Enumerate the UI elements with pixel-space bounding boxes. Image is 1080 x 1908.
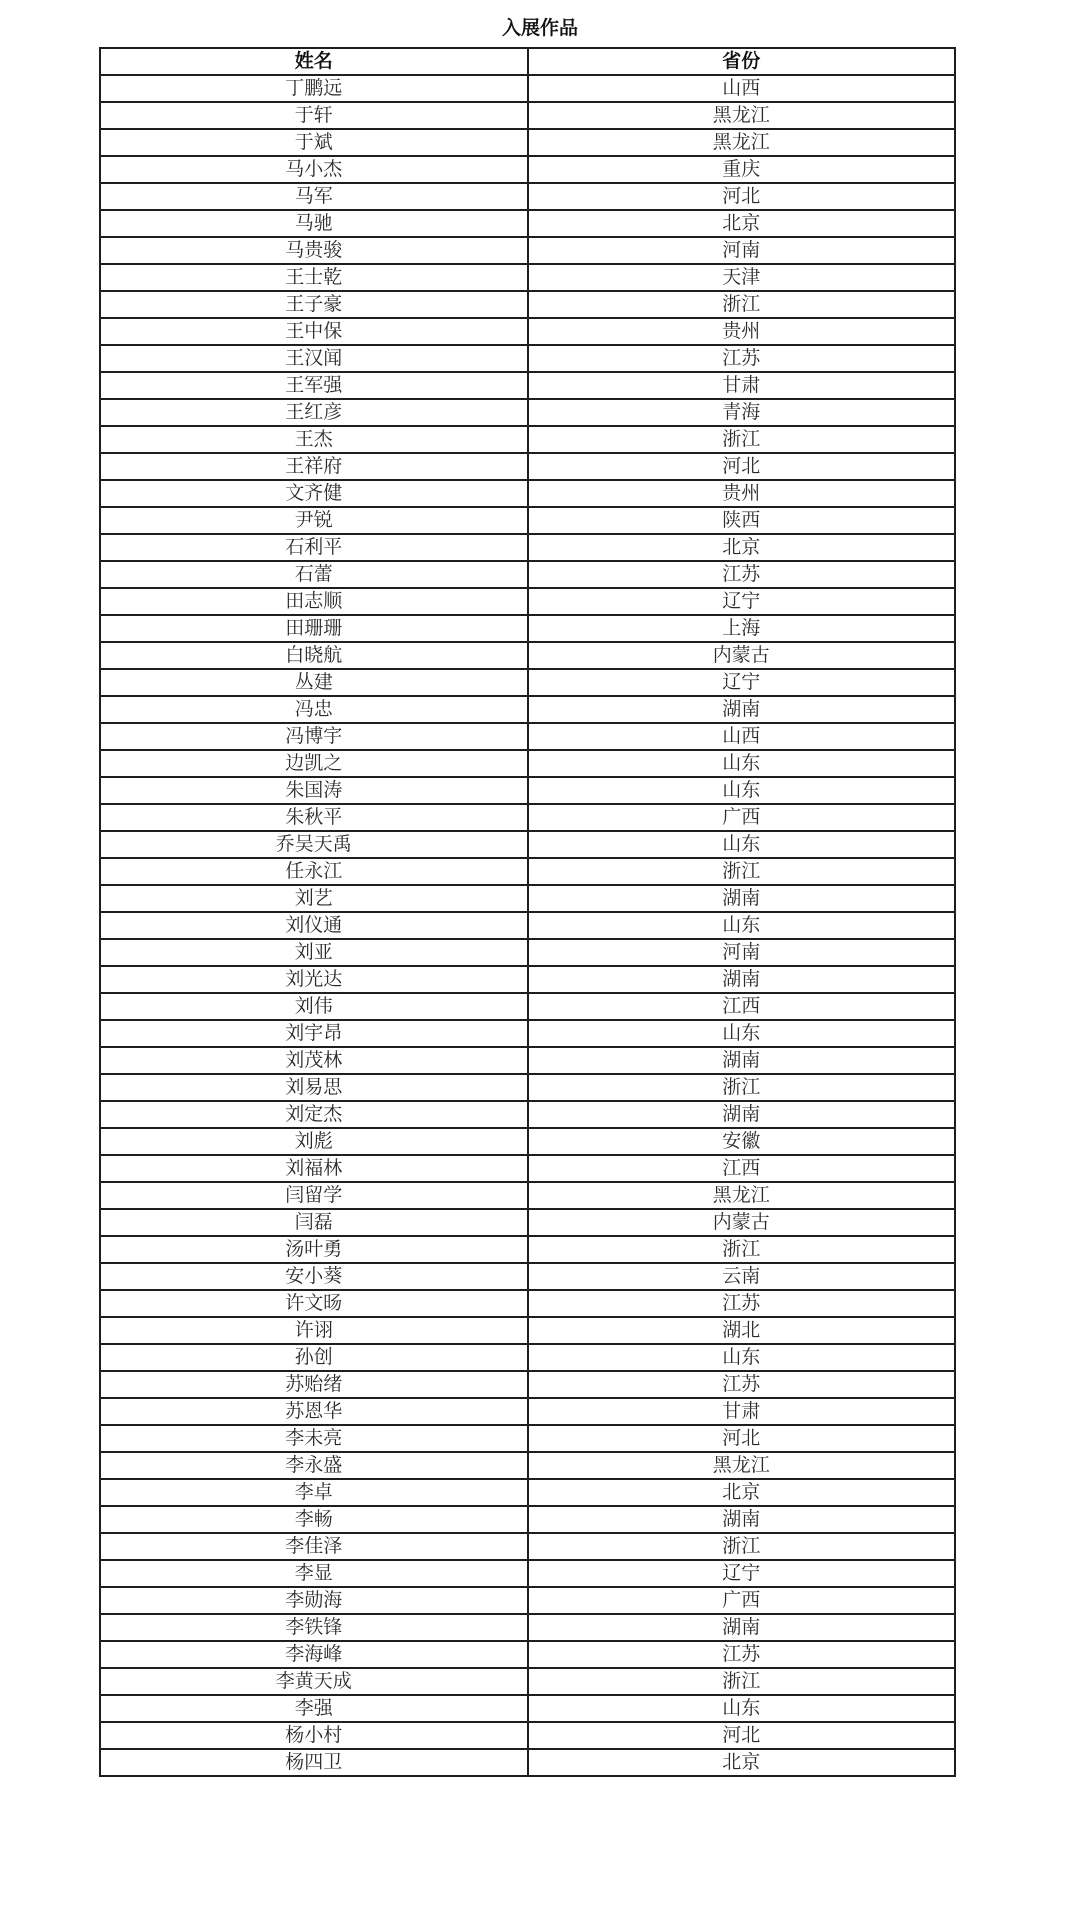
name-cell: 马军: [100, 183, 528, 210]
table-row: [100, 615, 955, 642]
name-cell: 许诩: [100, 1317, 528, 1344]
name-cell: 冯博宇: [100, 723, 528, 750]
province-cell: 山东: [528, 1695, 956, 1722]
table-row: [100, 318, 955, 345]
table-row: [100, 1317, 955, 1344]
name-cell: 白晓航: [100, 642, 528, 669]
table-row: [100, 1641, 955, 1668]
name-cell: 李佳泽: [100, 1533, 528, 1560]
name-cell: 石蕾: [100, 561, 528, 588]
province-cell: 北京: [528, 1749, 956, 1776]
table-row: [100, 561, 955, 588]
name-cell: 刘艺: [100, 885, 528, 912]
province-cell: 甘肃: [528, 372, 956, 399]
province-cell: 河北: [528, 1722, 956, 1749]
province-cell: 山东: [528, 1020, 956, 1047]
table-row: [100, 1074, 955, 1101]
table-row: [100, 804, 955, 831]
province-cell: 贵州: [528, 318, 956, 345]
province-cell: 河南: [528, 939, 956, 966]
province-cell: 浙江: [528, 426, 956, 453]
name-cell: 苏贻绪: [100, 1371, 528, 1398]
name-cell: 王汉闻: [100, 345, 528, 372]
table-row: [100, 642, 955, 669]
table-row: [100, 399, 955, 426]
name-cell: 李显: [100, 1560, 528, 1587]
name-cell: 王杰: [100, 426, 528, 453]
province-cell: 河北: [528, 453, 956, 480]
table-row: [100, 210, 955, 237]
province-cell: 湖南: [528, 696, 956, 723]
province-cell: 贵州: [528, 480, 956, 507]
province-cell: 浙江: [528, 1236, 956, 1263]
name-cell: 马驰: [100, 210, 528, 237]
name-cell: 李卓: [100, 1479, 528, 1506]
name-cell: 刘亚: [100, 939, 528, 966]
province-cell: 黑龙江: [528, 129, 956, 156]
province-cell: 浙江: [528, 858, 956, 885]
province-cell: 云南: [528, 1263, 956, 1290]
province-cell: 广西: [528, 1587, 956, 1614]
name-cell: 丁鹏远: [100, 75, 528, 102]
table-row: [100, 507, 955, 534]
province-cell: 安徽: [528, 1128, 956, 1155]
table-row: [100, 1155, 955, 1182]
name-cell: 李海峰: [100, 1641, 528, 1668]
table-row: [100, 156, 955, 183]
table-row: [100, 1182, 955, 1209]
name-cell: 刘易思: [100, 1074, 528, 1101]
province-cell: 浙江: [528, 1533, 956, 1560]
table-row: [100, 264, 955, 291]
province-cell: 江苏: [528, 1371, 956, 1398]
table-body: [100, 75, 955, 1776]
name-cell: 马贵骏: [100, 237, 528, 264]
table-row: [100, 1020, 955, 1047]
province-cell: 江苏: [528, 1641, 956, 1668]
province-cell: 山东: [528, 1344, 956, 1371]
province-cell: 辽宁: [528, 588, 956, 615]
table-row: [100, 750, 955, 777]
table-row: [100, 1668, 955, 1695]
province-cell: 青海: [528, 399, 956, 426]
name-cell: 刘彪: [100, 1128, 528, 1155]
province-cell: 山东: [528, 777, 956, 804]
province-cell: 河北: [528, 1425, 956, 1452]
table-row: [100, 885, 955, 912]
name-cell: 李畅: [100, 1506, 528, 1533]
province-cell: 内蒙古: [528, 1209, 956, 1236]
table-row: [100, 1479, 955, 1506]
name-cell: 闫磊: [100, 1209, 528, 1236]
province-cell: 湖南: [528, 885, 956, 912]
table-row: [100, 1749, 955, 1776]
table-row: [100, 858, 955, 885]
province-cell: 山东: [528, 750, 956, 777]
province-cell: 北京: [528, 210, 956, 237]
name-cell: 朱秋平: [100, 804, 528, 831]
name-cell: 边凯之: [100, 750, 528, 777]
table-row: [100, 372, 955, 399]
name-cell: 田志顺: [100, 588, 528, 615]
name-cell: 杨小村: [100, 1722, 528, 1749]
province-cell: 湖北: [528, 1317, 956, 1344]
exhibition-list-table: [99, 47, 956, 1777]
name-cell: 李铁锋: [100, 1614, 528, 1641]
name-cell: 刘福林: [100, 1155, 528, 1182]
province-cell: 湖南: [528, 966, 956, 993]
province-cell: 重庆: [528, 156, 956, 183]
name-cell: 冯忠: [100, 696, 528, 723]
name-cell: 于斌: [100, 129, 528, 156]
table-row: [100, 723, 955, 750]
name-cell: 朱国涛: [100, 777, 528, 804]
province-cell: 浙江: [528, 1074, 956, 1101]
name-cell: 刘伟: [100, 993, 528, 1020]
province-cell: 江西: [528, 1155, 956, 1182]
name-cell: 刘光达: [100, 966, 528, 993]
table-row: [100, 1398, 955, 1425]
page-title: 入展作品: [501, 17, 578, 39]
table-row: [100, 1425, 955, 1452]
province-cell: 北京: [528, 1479, 956, 1506]
table-row: [100, 1614, 955, 1641]
table-row: [100, 102, 955, 129]
table-row: [100, 1533, 955, 1560]
province-cell: 江西: [528, 993, 956, 1020]
table-row: [100, 1560, 955, 1587]
column-header-province: 省份: [528, 48, 956, 75]
name-cell: 孙创: [100, 1344, 528, 1371]
table-row: [100, 1209, 955, 1236]
table-row: [100, 183, 955, 210]
name-cell: 汤叶勇: [100, 1236, 528, 1263]
table-row: [100, 1101, 955, 1128]
province-cell: 内蒙古: [528, 642, 956, 669]
province-cell: 江苏: [528, 1290, 956, 1317]
province-cell: 上海: [528, 615, 956, 642]
name-cell: 刘茂林: [100, 1047, 528, 1074]
name-cell: 刘仪通: [100, 912, 528, 939]
province-cell: 陕西: [528, 507, 956, 534]
table-row: [100, 939, 955, 966]
table-row: [100, 480, 955, 507]
province-cell: 山东: [528, 912, 956, 939]
table-row: [100, 426, 955, 453]
province-cell: 湖南: [528, 1101, 956, 1128]
province-cell: 江苏: [528, 561, 956, 588]
table-row: [100, 534, 955, 561]
name-cell: 李勋海: [100, 1587, 528, 1614]
province-cell: 广西: [528, 804, 956, 831]
table-row: [100, 1047, 955, 1074]
table-row: [100, 588, 955, 615]
name-cell: 安小葵: [100, 1263, 528, 1290]
name-cell: 许文旸: [100, 1290, 528, 1317]
table-header-row: [100, 48, 955, 75]
province-cell: 浙江: [528, 1668, 956, 1695]
table-row: [100, 1695, 955, 1722]
name-cell: 乔吴天禹: [100, 831, 528, 858]
name-cell: 王祥府: [100, 453, 528, 480]
name-cell: 刘宇昂: [100, 1020, 528, 1047]
table-row: [100, 453, 955, 480]
province-cell: 山西: [528, 75, 956, 102]
table-row: [100, 1371, 955, 1398]
name-cell: 马小杰: [100, 156, 528, 183]
table-row: [100, 966, 955, 993]
province-cell: 天津: [528, 264, 956, 291]
name-cell: 尹锐: [100, 507, 528, 534]
province-cell: 河南: [528, 237, 956, 264]
province-cell: 甘肃: [528, 1398, 956, 1425]
name-cell: 石利平: [100, 534, 528, 561]
name-cell: 田珊珊: [100, 615, 528, 642]
name-cell: 王中保: [100, 318, 528, 345]
table-row: [100, 1128, 955, 1155]
table-row: [100, 1263, 955, 1290]
table-row: [100, 1722, 955, 1749]
name-cell: 王子豪: [100, 291, 528, 318]
table-row: [100, 1587, 955, 1614]
table-row: [100, 237, 955, 264]
province-cell: 山东: [528, 831, 956, 858]
column-header-name: 姓名: [100, 48, 528, 75]
name-cell: 任永江: [100, 858, 528, 885]
table-row: [100, 669, 955, 696]
province-cell: 湖南: [528, 1047, 956, 1074]
province-cell: 辽宁: [528, 669, 956, 696]
table-row: [100, 1452, 955, 1479]
name-cell: 闫留学: [100, 1182, 528, 1209]
province-cell: 浙江: [528, 291, 956, 318]
province-cell: 黑龙江: [528, 1452, 956, 1479]
province-cell: 北京: [528, 534, 956, 561]
table-row: [100, 1506, 955, 1533]
province-cell: 山西: [528, 723, 956, 750]
province-cell: 湖南: [528, 1506, 956, 1533]
name-cell: 王士乾: [100, 264, 528, 291]
province-cell: 黑龙江: [528, 1182, 956, 1209]
table-row: [100, 345, 955, 372]
table-row: [100, 129, 955, 156]
province-cell: 江苏: [528, 345, 956, 372]
name-cell: 李未亮: [100, 1425, 528, 1452]
province-cell: 湖南: [528, 1614, 956, 1641]
table-row: [100, 831, 955, 858]
name-cell: 李强: [100, 1695, 528, 1722]
name-cell: 刘定杰: [100, 1101, 528, 1128]
table-row: [100, 993, 955, 1020]
name-cell: 苏恩华: [100, 1398, 528, 1425]
name-cell: 杨四卫: [100, 1749, 528, 1776]
name-cell: 王红彦: [100, 399, 528, 426]
table-row: [100, 1236, 955, 1263]
table-row: [100, 912, 955, 939]
table-row: [100, 1344, 955, 1371]
province-cell: 河北: [528, 183, 956, 210]
province-cell: 辽宁: [528, 1560, 956, 1587]
table-row: [100, 696, 955, 723]
name-cell: 王军强: [100, 372, 528, 399]
table-row: [100, 291, 955, 318]
table-row: [100, 777, 955, 804]
table-row: [100, 75, 955, 102]
name-cell: 李黄天成: [100, 1668, 528, 1695]
name-cell: 于轩: [100, 102, 528, 129]
name-cell: 文齐健: [100, 480, 528, 507]
name-cell: 丛建: [100, 669, 528, 696]
province-cell: 黑龙江: [528, 102, 956, 129]
table-row: [100, 1290, 955, 1317]
name-cell: 李永盛: [100, 1452, 528, 1479]
